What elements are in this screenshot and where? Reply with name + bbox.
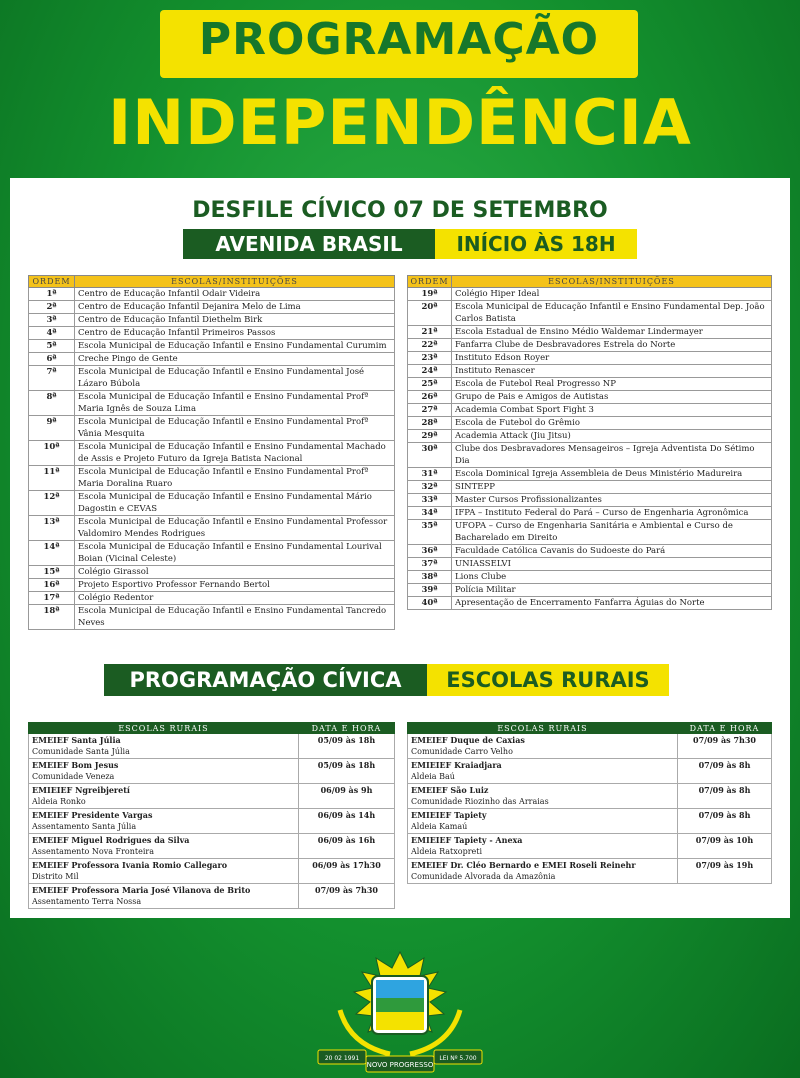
institution-cell: Escola Dominical Igreja Assembleia de Deus Ministério Madureira: [452, 468, 772, 481]
start-time-bar: INÍCIO ÀS 18H: [435, 229, 637, 259]
school-name: EMIEIEF Ngreibjeretí: [32, 785, 130, 795]
institution-cell: Escola Estadual de Ensino Médio Waldemar Lindermayer: [452, 326, 772, 339]
order-cell: 19ª: [408, 288, 452, 301]
table-row: [29, 301, 395, 314]
school-cell: [29, 784, 299, 809]
school-name: EMEIEF Miguel Rodrigues da Silva: [32, 835, 190, 845]
date-cell: 06/09 às 17h30: [299, 859, 395, 884]
institution-cell: UFOPA – Curso de Engenharia Sanitária e Ambiental e Curso de Bacharelado em Direito: [452, 520, 772, 545]
order-cell: 16ª: [29, 579, 75, 592]
order-cell: 11ª: [29, 466, 75, 491]
table-row: [408, 417, 772, 430]
date-cell: 07/09 às 8h: [678, 759, 772, 784]
institution-cell: Escola Municipal de Educação Infantil e Ensino Fundamental Lourival Boian (Vicinal Celeste): [75, 541, 395, 566]
order-cell: 2ª: [29, 301, 75, 314]
institution-cell: Escola Municipal de Educação Infantil e Ensino Fundamental Profª Vânia Mesquita: [75, 416, 395, 441]
table-row: [408, 809, 772, 834]
coat-of-arms-icon: [310, 950, 490, 1075]
order-cell: 32ª: [408, 481, 452, 494]
table-row: [408, 404, 772, 417]
institution-cell: Instituto Renascer: [452, 365, 772, 378]
date-cell: 07/09 às 10h: [678, 834, 772, 859]
rural-table-right: [407, 722, 772, 884]
table-row: [408, 545, 772, 558]
institution-cell: Centro de Educação Infantil Diethelm Birk: [75, 314, 395, 327]
date-cell: 06/09 às 9h: [299, 784, 395, 809]
institution-cell: Polícia Militar: [452, 584, 772, 597]
table-row: [29, 416, 395, 441]
school-location: Aldeia Baú: [411, 772, 455, 781]
institution-cell: Colégio Girassol: [75, 566, 395, 579]
table-row: [29, 391, 395, 416]
institution-cell: Colégio Redentor: [75, 592, 395, 605]
table-header-row: [29, 723, 395, 734]
school-name: EMEIEF Santa Júlia: [32, 735, 121, 745]
school-cell: [408, 759, 678, 784]
table-row: [408, 859, 772, 884]
table-row: [408, 571, 772, 584]
school-cell: [408, 859, 678, 884]
table-row: [29, 340, 395, 353]
school-name: EMEIEF Duque de Caxias: [411, 735, 525, 745]
order-cell: 20ª: [408, 301, 452, 326]
order-cell: 18ª: [29, 605, 75, 630]
table-row: [408, 301, 772, 326]
institution-cell: Centro de Educação Infantil Odair Videira: [75, 288, 395, 301]
school-location: Comunidade Veneza: [32, 772, 115, 781]
table-row: [408, 584, 772, 597]
school-cell: [29, 809, 299, 834]
order-cell: 29ª: [408, 430, 452, 443]
table-row: [29, 759, 395, 784]
school-column-header: ESCOLAS RURAIS: [29, 723, 299, 734]
institution-column-header: ESCOLAS/INSTITUIÇÕES: [75, 276, 395, 288]
school-location: Assentamento Santa Júlia: [32, 822, 137, 831]
table-row: [29, 327, 395, 340]
school-cell: [29, 884, 299, 909]
order-cell: 17ª: [29, 592, 75, 605]
institution-cell: Clube dos Desbravadores Mensageiros – Igreja Adventista Do Sétimo Dia: [452, 443, 772, 468]
order-cell: 3ª: [29, 314, 75, 327]
table-row: [29, 366, 395, 391]
school-name: EMIEIEF Tapiety: [411, 810, 487, 820]
location-bar: AVENIDA BRASIL: [183, 229, 435, 259]
table-row: [29, 809, 395, 834]
logo-law-text: LEI Nº 5.700: [439, 1055, 477, 1062]
order-cell: 10ª: [29, 441, 75, 466]
date-cell: 05/09 às 18h: [299, 734, 395, 759]
institution-cell: Academia Attack (Jiu Jitsu): [452, 430, 772, 443]
order-cell: 8ª: [29, 391, 75, 416]
desfile-table-left: [28, 275, 395, 630]
table-row: [408, 443, 772, 468]
desfile-table-right: [407, 275, 772, 610]
school-cell: [29, 734, 299, 759]
institution-cell: Colégio Hiper Ideal: [452, 288, 772, 301]
school-name: EMEIEF Dr. Cléo Bernardo e EMEI Roseli Reinehr: [411, 860, 636, 870]
order-cell: 34ª: [408, 507, 452, 520]
table-row: [408, 734, 772, 759]
table-row: [29, 834, 395, 859]
date-cell: 05/09 às 18h: [299, 759, 395, 784]
institution-cell: Apresentação de Encerramento Fanfarra Águias do Norte: [452, 597, 772, 610]
order-cell: 28ª: [408, 417, 452, 430]
institution-cell: Escola Municipal de Educação Infantil e Ensino Fundamental Mário Dagostin e CEVAS: [75, 491, 395, 516]
table-row: [29, 592, 395, 605]
school-name: EMEIEF Bom Jesus: [32, 760, 119, 770]
table-row: [29, 314, 395, 327]
table-row: [29, 466, 395, 491]
table-row: [408, 339, 772, 352]
table-row: [29, 784, 395, 809]
table-row: [408, 430, 772, 443]
school-location: Aldeia Ronko: [32, 797, 86, 806]
rural-title-right: ESCOLAS RURAIS: [427, 664, 669, 696]
order-cell: 40ª: [408, 597, 452, 610]
desfile-title: DESFILE CÍVICO 07 DE SETEMBRO: [192, 198, 608, 223]
table-row: [29, 859, 395, 884]
institution-cell: Escola Municipal de Educação Infantil e Ensino Fundamental Tancredo Neves: [75, 605, 395, 630]
order-cell: 37ª: [408, 558, 452, 571]
order-cell: 1ª: [29, 288, 75, 301]
school-name: EMIEIEF Kraiadjara: [411, 760, 502, 770]
table-row: [408, 834, 772, 859]
order-cell: 13ª: [29, 516, 75, 541]
table-row: [408, 326, 772, 339]
institution-cell: Grupo de Pais e Amigos de Autistas: [452, 391, 772, 404]
school-cell: [408, 834, 678, 859]
institution-cell: Escola Municipal de Educação Infantil e Ensino Fundamental Profª Maria Ignês de Souza Lima: [75, 391, 395, 416]
institution-cell: Creche Pingo de Gente: [75, 353, 395, 366]
table-row: [29, 353, 395, 366]
table-header-row: [408, 723, 772, 734]
institution-cell: Escola Municipal de Educação Infantil e Ensino Fundamental Professor Valdomiro Mendes Rodrigues: [75, 516, 395, 541]
school-location: Comunidade Alvorada da Amazônia: [411, 872, 556, 881]
order-cell: 4ª: [29, 327, 75, 340]
table-row: [29, 734, 395, 759]
order-cell: 23ª: [408, 352, 452, 365]
header-title-independencia: INDEPENDÊNCIA: [108, 86, 692, 159]
table-row: [408, 507, 772, 520]
table-row: [408, 365, 772, 378]
table-row: [29, 579, 395, 592]
table-row: [29, 288, 395, 301]
school-location: Aldeia Kamaú: [411, 822, 468, 831]
table-row: [29, 516, 395, 541]
order-column-header: ORDEM: [29, 276, 75, 288]
institution-cell: Escola de Futebol Real Progresso NP: [452, 378, 772, 391]
table-row: [408, 759, 772, 784]
table-row: [408, 481, 772, 494]
institution-cell: Centro de Educação Infantil Primeiros Passos: [75, 327, 395, 340]
table-row: [408, 288, 772, 301]
date-cell: 06/09 às 16h: [299, 834, 395, 859]
institution-cell: Escola de Futebol do Grêmio: [452, 417, 772, 430]
order-cell: 6ª: [29, 353, 75, 366]
school-cell: [408, 809, 678, 834]
date-column-header: DATA E HORA: [299, 723, 395, 734]
table-header-row: [408, 276, 772, 288]
school-location: Aldeia Ratxopreti: [411, 847, 483, 856]
order-cell: 31ª: [408, 468, 452, 481]
table-row: [29, 541, 395, 566]
school-location: Comunidade Riozinho das Arraias: [411, 797, 549, 806]
table-row: [29, 605, 395, 630]
institution-cell: SINTEPP: [452, 481, 772, 494]
logo-city-text: NOVO PROGRESSO: [366, 1061, 434, 1069]
school-cell: [29, 759, 299, 784]
order-cell: 33ª: [408, 494, 452, 507]
table-header-row: [29, 276, 395, 288]
institution-column-header: ESCOLAS/INSTITUIÇÕES: [452, 276, 772, 288]
order-cell: 35ª: [408, 520, 452, 545]
date-column-header: DATA E HORA: [678, 723, 772, 734]
order-column-header: ORDEM: [408, 276, 452, 288]
table-row: [29, 884, 395, 909]
order-cell: 22ª: [408, 339, 452, 352]
order-cell: 27ª: [408, 404, 452, 417]
order-cell: 24ª: [408, 365, 452, 378]
school-cell: [408, 784, 678, 809]
order-cell: 9ª: [29, 416, 75, 441]
school-name: EMIEIEF Tapiety - Anexa: [411, 835, 523, 845]
school-location: Comunidade Santa Júlia: [32, 747, 130, 756]
institution-cell: Escola Municipal de Educação Infantil e Ensino Fundamental Machado de Assis e Projeto Futuro da Igreja Batista Nacional: [75, 441, 395, 466]
school-cell: [29, 834, 299, 859]
table-row: [408, 352, 772, 365]
order-cell: 25ª: [408, 378, 452, 391]
institution-cell: Master Cursos Profissionalizantes: [452, 494, 772, 507]
order-cell: 26ª: [408, 391, 452, 404]
table-row: [408, 784, 772, 809]
logo-date-text: 20 02 1991: [324, 1055, 360, 1062]
date-cell: 07/09 às 19h: [678, 859, 772, 884]
date-cell: 07/09 às 8h: [678, 784, 772, 809]
order-cell: 5ª: [29, 340, 75, 353]
order-cell: 12ª: [29, 491, 75, 516]
institution-cell: Centro de Educação Infantil Dejanira Melo de Lima: [75, 301, 395, 314]
rural-title-left: PROGRAMAÇÃO CÍVICA: [104, 664, 427, 696]
school-name: EMEIEF São Luiz: [411, 785, 489, 795]
order-cell: 36ª: [408, 545, 452, 558]
institution-cell: IFPA – Instituto Federal do Pará – Curso de Engenharia Agronômica: [452, 507, 772, 520]
order-cell: 21ª: [408, 326, 452, 339]
school-location: Assentamento Nova Fronteira: [32, 847, 154, 856]
order-cell: 14ª: [29, 541, 75, 566]
order-cell: 7ª: [29, 366, 75, 391]
table-row: [408, 520, 772, 545]
institution-cell: Escola Municipal de Educação Infantil e Ensino Fundamental José Lázaro Búbola: [75, 366, 395, 391]
school-name: EMEIEF Professora Maria José Vilanova de Brito: [32, 885, 251, 895]
institution-cell: Academia Combat Sport Fight 3: [452, 404, 772, 417]
institution-cell: Instituto Edson Royer: [452, 352, 772, 365]
date-cell: 07/09 às 8h: [678, 809, 772, 834]
table-row: [29, 491, 395, 516]
school-location: Comunidade Carro Velho: [411, 747, 513, 756]
order-cell: 30ª: [408, 443, 452, 468]
order-cell: 38ª: [408, 571, 452, 584]
institution-cell: Projeto Esportivo Professor Fernando Bertol: [75, 579, 395, 592]
table-row: [408, 391, 772, 404]
school-cell: [29, 859, 299, 884]
date-cell: 06/09 às 14h: [299, 809, 395, 834]
order-cell: 39ª: [408, 584, 452, 597]
table-row: [408, 597, 772, 610]
school-location: Assentamento Terra Nossa: [32, 897, 142, 906]
institution-cell: Escola Municipal de Educação Infantil e Ensino Fundamental Profª Maria Doralina Ruaro: [75, 466, 395, 491]
table-row: [408, 468, 772, 481]
institution-cell: Lions Clube: [452, 571, 772, 584]
table-row: [408, 558, 772, 571]
table-row: [29, 441, 395, 466]
institution-cell: UNIASSELVI: [452, 558, 772, 571]
table-row: [408, 494, 772, 507]
institution-cell: Escola Municipal de Educação Infantil e Ensino Fundamental Dep. João Carlos Batista: [452, 301, 772, 326]
school-name: EMEIEF Professora Ivania Romio Callegaro: [32, 860, 228, 870]
institution-cell: Escola Municipal de Educação Infantil e Ensino Fundamental Curumim: [75, 340, 395, 353]
school-column-header: ESCOLAS RURAIS: [408, 723, 678, 734]
date-cell: 07/09 às 7h30: [299, 884, 395, 909]
rural-table-left: [28, 722, 395, 909]
institution-cell: Fanfarra Clube de Desbravadores Estrela do Norte: [452, 339, 772, 352]
school-name: EMEIEF Presidente Vargas: [32, 810, 153, 820]
order-cell: 15ª: [29, 566, 75, 579]
school-location: Distrito Mil: [32, 872, 79, 881]
header-title-programacao: PROGRAMAÇÃO: [198, 14, 600, 65]
table-row: [408, 378, 772, 391]
date-cell: 07/09 às 7h30: [678, 734, 772, 759]
school-cell: [408, 734, 678, 759]
institution-cell: Faculdade Católica Cavanis do Sudoeste do Pará: [452, 545, 772, 558]
table-row: [29, 566, 395, 579]
